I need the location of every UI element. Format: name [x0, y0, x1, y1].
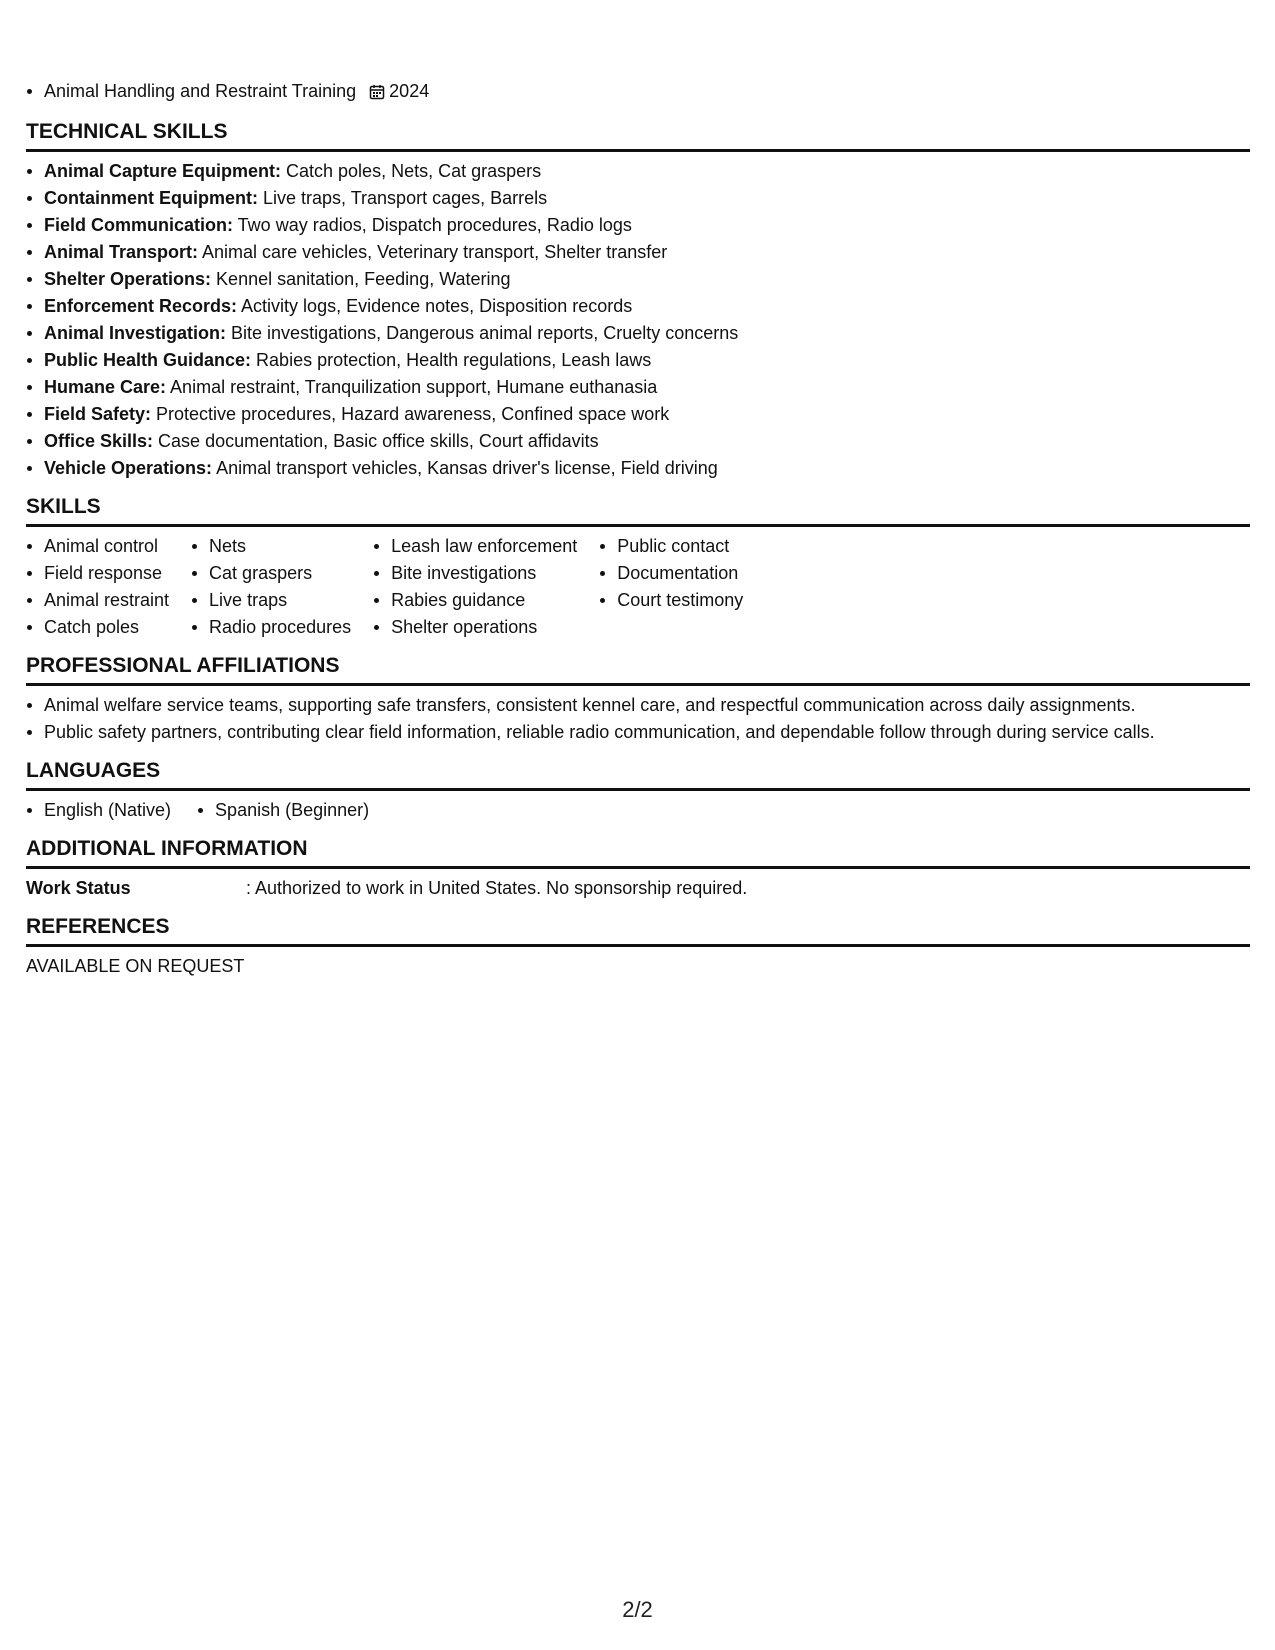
- skills-column: [191, 533, 351, 641]
- skill-item: Documentation: [599, 560, 743, 587]
- skill-item: Animal restraint: [26, 587, 169, 614]
- references-heading: REFERENCES: [26, 914, 1250, 947]
- technical-skill-text: Bite investigations, Dangerous animal reports, Cruelty concerns: [226, 323, 739, 343]
- skill-item: Animal control: [26, 533, 169, 560]
- technical-skill-item: [26, 185, 1250, 212]
- technical-skill-text: Activity logs, Evidence notes, Disposition records: [237, 296, 633, 316]
- technical-skill-text: Catch poles, Nets, Cat graspers: [281, 161, 542, 181]
- affiliations-list: [26, 692, 1250, 746]
- technical-skill-label: Enforcement Records:: [44, 296, 238, 316]
- skill-item: Radio procedures: [191, 614, 351, 641]
- technical-skill-item: [26, 428, 1250, 455]
- technical-skill-text: Kennel sanitation, Feeding, Watering: [211, 269, 511, 289]
- technical-skill-item: [26, 239, 1250, 266]
- technical-skill-item: [26, 158, 1250, 185]
- skills-column: [599, 533, 743, 641]
- references-text: AVAILABLE ON REQUEST: [26, 956, 245, 976]
- technical-skill-item: [26, 293, 1250, 320]
- technical-skill-label: Humane Care:: [44, 377, 167, 397]
- technical-skill-text: Animal restraint, Tranquilization support, Humane euthanasia: [166, 377, 658, 397]
- page-number: 2/2: [622, 1597, 653, 1622]
- skill-item: Live traps: [191, 587, 351, 614]
- technical-skill-label: Animal Transport:: [44, 242, 199, 262]
- technical-skill-item: [26, 212, 1250, 239]
- certification-list: [26, 78, 1250, 105]
- technical-skill-item: [26, 401, 1250, 428]
- technical-skill-label: Shelter Operations:: [44, 269, 212, 289]
- technical-skill-label: Public Health Guidance:: [44, 350, 252, 370]
- technical-skill-label: Containment Equipment:: [44, 188, 258, 208]
- technical-skill-text: Protective procedures, Hazard awareness, Confined space work: [151, 404, 670, 424]
- work-status-value: : Authorized to work in United States. No sponsorship required.: [246, 878, 748, 898]
- technical-skill-label: Animal Investigation:: [44, 323, 227, 343]
- skill-item: Court testimony: [599, 587, 743, 614]
- skills-column: [373, 533, 577, 641]
- skill-item: Rabies guidance: [373, 587, 577, 614]
- technical-skill-label: Field Communication:: [44, 215, 233, 235]
- certification-year: 2024: [389, 81, 430, 101]
- skill-item: Public contact: [599, 533, 743, 560]
- technical-skill-item: [26, 320, 1250, 347]
- skill-item: Catch poles: [26, 614, 169, 641]
- technical-skills-list: [26, 158, 1250, 482]
- technical-skills-heading: TECHNICAL SKILLS: [26, 119, 1250, 152]
- skills-columns: [26, 533, 1250, 641]
- technical-skill-item: [26, 455, 1250, 482]
- skills-column: [26, 533, 169, 641]
- skill-item: Leash law enforcement: [373, 533, 577, 560]
- technical-skill-label: Field Safety:: [44, 404, 152, 424]
- resume-page: [26, 78, 1250, 980]
- technical-skill-item: [26, 374, 1250, 401]
- skill-item: Bite investigations: [373, 560, 577, 587]
- technical-skill-label: Office Skills:: [44, 431, 154, 451]
- skill-item: Nets: [191, 533, 351, 560]
- calendar-icon: [369, 84, 385, 100]
- skill-item: Field response: [26, 560, 169, 587]
- affiliation-item: Public safety partners, contributing clear field information, reliable radio communication, and dependable follow through during service calls.: [26, 719, 1250, 746]
- additional-info-heading: ADDITIONAL INFORMATION: [26, 836, 1250, 869]
- technical-skill-text: Animal care vehicles, Veterinary transport, Shelter transfer: [198, 242, 668, 262]
- skills-heading: SKILLS: [26, 494, 1250, 527]
- technical-skill-item: [26, 347, 1250, 374]
- technical-skill-text: Live traps, Transport cages, Barrels: [258, 188, 548, 208]
- affiliations-heading: PROFESSIONAL AFFILIATIONS: [26, 653, 1250, 686]
- skill-item: Shelter operations: [373, 614, 577, 641]
- work-status-row: [26, 875, 1250, 902]
- technical-skill-text: Case documentation, Basic office skills, Court affidavits: [153, 431, 599, 451]
- language-item: English (Native): [26, 797, 171, 824]
- languages-list: [26, 797, 1250, 824]
- certification-name: Animal Handling and Restraint Training: [44, 81, 357, 101]
- certification-item: [26, 78, 1250, 105]
- technical-skill-text: Two way radios, Dispatch procedures, Radio logs: [233, 215, 632, 235]
- technical-skill-label: Vehicle Operations:: [44, 458, 213, 478]
- work-status-label: Work Status: [26, 878, 131, 898]
- affiliation-item: Animal welfare service teams, supporting safe transfers, consistent kennel care, and respectful communication across daily assignments.: [26, 692, 1250, 719]
- technical-skill-item: [26, 266, 1250, 293]
- technical-skill-text: Rabies protection, Health regulations, Leash laws: [251, 350, 652, 370]
- languages-heading: LANGUAGES: [26, 758, 1250, 791]
- technical-skill-label: Animal Capture Equipment:: [44, 161, 282, 181]
- technical-skill-text: Animal transport vehicles, Kansas driver's license, Field driving: [212, 458, 718, 478]
- skill-item: Cat graspers: [191, 560, 351, 587]
- language-item: Spanish (Beginner): [197, 797, 369, 824]
